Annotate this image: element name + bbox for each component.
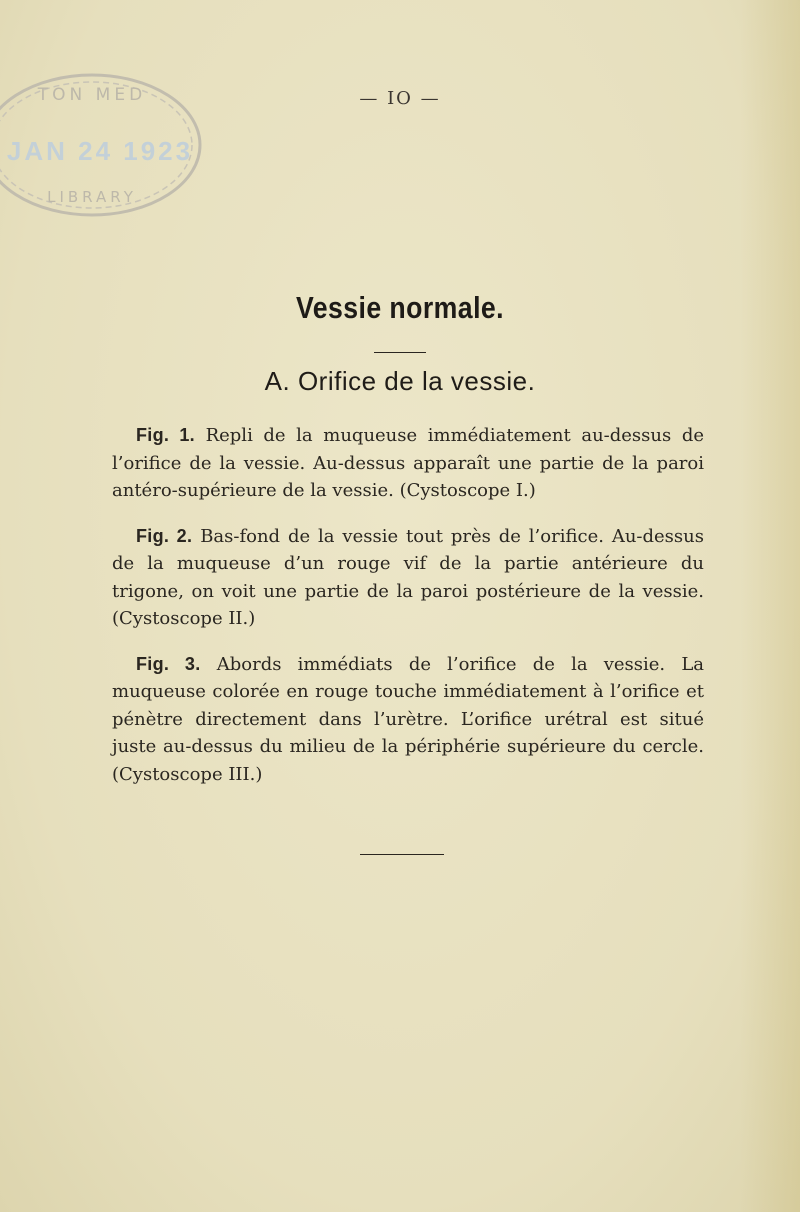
stamp-seal-icon	[0, 60, 215, 230]
page-edge-shadow	[740, 0, 800, 1212]
library-stamp	[0, 60, 215, 230]
svg-text:TON MED: TON MED	[37, 85, 147, 105]
figure-text: Bas-fond de la vessie tout près de l’orifice. Au-dessus de la muqueuse d’un rouge vif de la partie antérieure du trigone, on voit une partie de la paroi postérieure de la vessie. (Cystoscope II.)	[112, 525, 704, 629]
figure-captions	[112, 422, 704, 806]
figure-text: Repli de la muqueuse immédiatement au-dessus de l’orifice de la vessie. Au-dessus apparaît une partie de la paroi antéro-supérieure de la vessie. (Cystoscope I.)	[112, 425, 704, 501]
figure-caption-1	[112, 422, 704, 505]
figure-label: Fig. 2.	[136, 525, 193, 546]
page-title: Vessie normale.	[295, 290, 505, 325]
figure-label: Fig. 1.	[136, 425, 195, 445]
figure-caption-3	[112, 651, 704, 789]
figure-label: Fig. 3.	[136, 653, 201, 674]
page-number: — IO —	[359, 88, 441, 109]
figure-caption-2	[112, 523, 704, 633]
figure-text: Abords immédiats de l’orifice de la vessie. La muqueuse colorée en rouge touche immédiatement à l’orifice et pénètre directement dans l’urètre. L’orifice urétral est situé juste au-dessus du milieu de la périphérie supérieure du cercle. (Cystoscope III.)	[112, 653, 705, 785]
section-end-divider	[360, 854, 444, 855]
section-heading: A. Orifice de la vessie.	[264, 366, 536, 396]
title-divider	[374, 352, 426, 353]
svg-text:LIBRARY: LIBRARY	[47, 188, 137, 206]
svg-text:JAN 24 1923: JAN 24 1923	[6, 136, 194, 166]
